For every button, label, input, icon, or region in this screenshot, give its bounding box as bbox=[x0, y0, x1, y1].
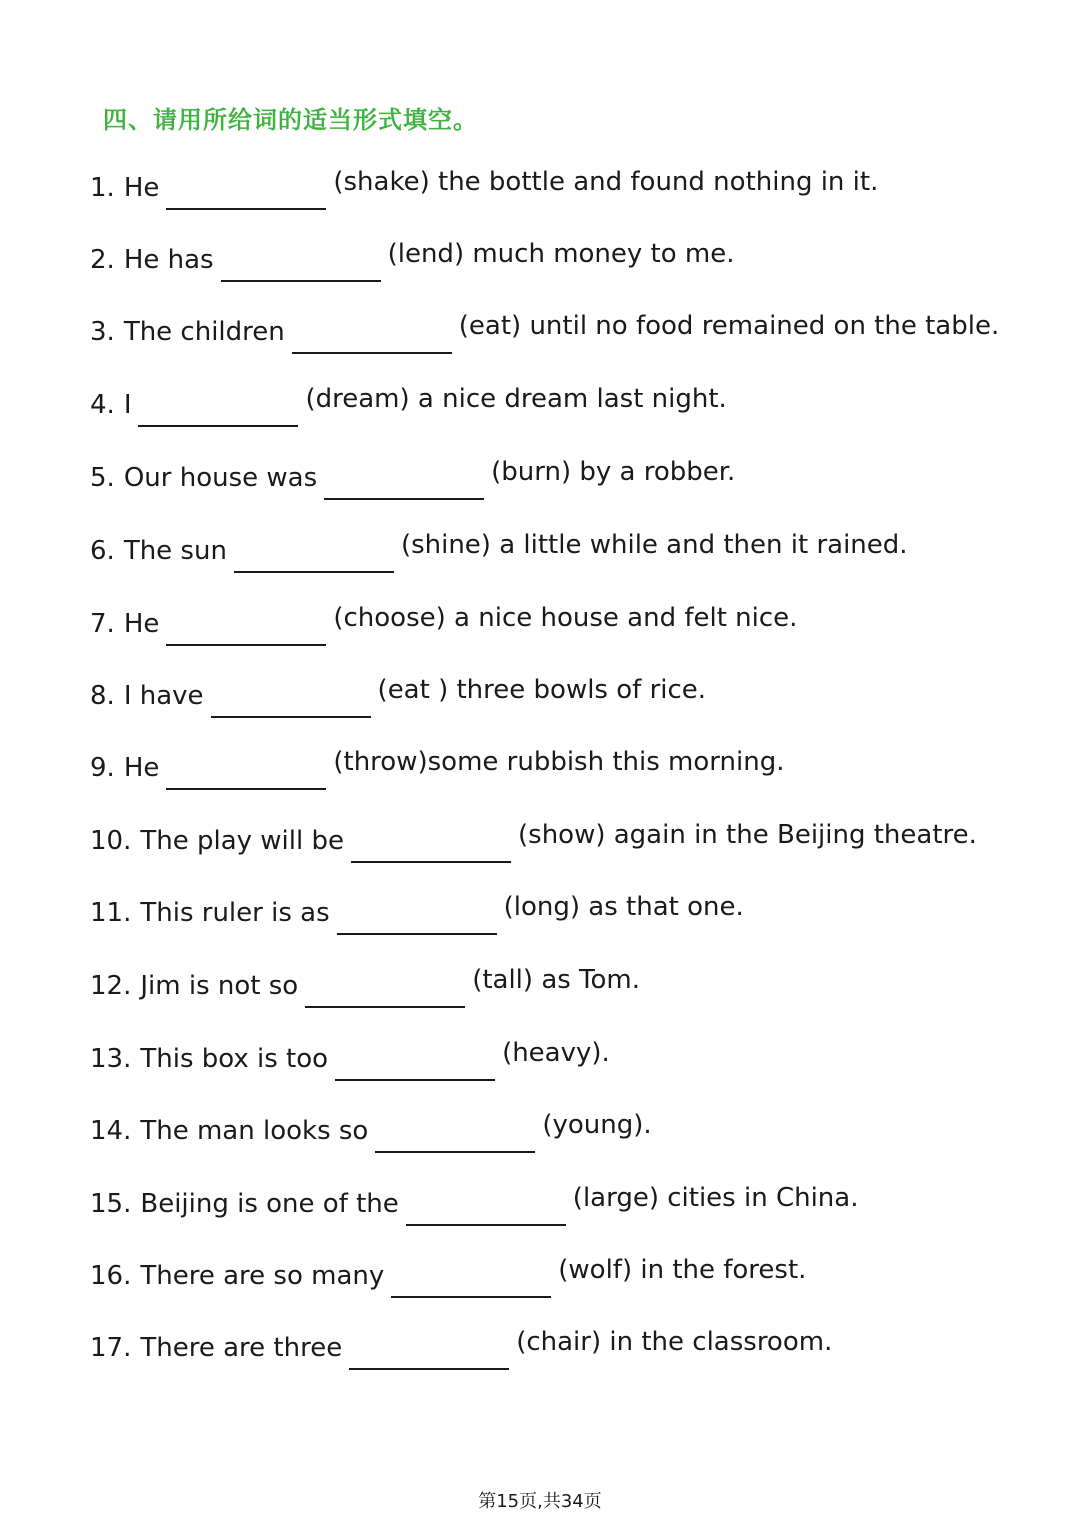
question-text: He bbox=[123, 173, 160, 203]
answer-blank-13[interactable] bbox=[335, 1077, 495, 1081]
question-hint: (lend) much money to me. bbox=[387, 239, 735, 269]
question-text: He bbox=[123, 609, 160, 639]
question-hint: (shake) the bottle and found nothing in it. bbox=[333, 167, 879, 197]
question-number: 3. bbox=[90, 317, 115, 347]
question-hint: (large) cities in China. bbox=[572, 1183, 859, 1213]
question-hint: (burn) by a robber. bbox=[491, 457, 736, 487]
answer-blank-8[interactable] bbox=[211, 714, 371, 718]
question-5 bbox=[90, 458, 735, 498]
answer-blank-3[interactable] bbox=[292, 350, 452, 354]
question-hint: (show) again in the Beijing theatre. bbox=[518, 820, 977, 850]
answer-blank-15[interactable] bbox=[406, 1222, 566, 1226]
question-9 bbox=[90, 748, 784, 788]
answer-blank-11[interactable] bbox=[337, 931, 497, 935]
question-hint: (eat ) three bowls of rice. bbox=[377, 675, 707, 705]
answer-blank-2[interactable] bbox=[221, 278, 381, 282]
answer-blank-12[interactable] bbox=[305, 1004, 465, 1008]
question-2 bbox=[90, 240, 735, 280]
question-10 bbox=[90, 821, 977, 861]
question-number: 9. bbox=[90, 753, 115, 783]
answer-blank-6[interactable] bbox=[234, 569, 394, 573]
answer-blank-7[interactable] bbox=[166, 642, 326, 646]
question-14 bbox=[90, 1111, 652, 1151]
answer-blank-17[interactable] bbox=[349, 1366, 509, 1370]
question-hint: (tall) as Tom. bbox=[472, 965, 641, 995]
question-text: Beijing is one of the bbox=[140, 1189, 399, 1219]
question-7 bbox=[90, 604, 797, 644]
question-1 bbox=[90, 168, 878, 208]
answer-blank-10[interactable] bbox=[351, 859, 511, 863]
answer-blank-1[interactable] bbox=[166, 206, 326, 210]
answer-blank-4[interactable] bbox=[138, 423, 298, 427]
question-hint: (long) as that one. bbox=[503, 892, 744, 922]
question-text: He bbox=[123, 753, 160, 783]
question-text: The play will be bbox=[140, 826, 344, 856]
question-3 bbox=[90, 312, 999, 352]
question-text: This box is too bbox=[140, 1044, 329, 1074]
question-hint: (dream) a nice dream last night. bbox=[305, 384, 727, 414]
question-number: 17. bbox=[90, 1333, 132, 1363]
question-17 bbox=[90, 1328, 832, 1368]
question-text: There are three bbox=[140, 1333, 343, 1363]
question-number: 13. bbox=[90, 1044, 132, 1074]
section-title: 四、请用所给词的适当形式填空。 bbox=[103, 106, 478, 134]
question-text: Jim is not so bbox=[140, 971, 299, 1001]
question-text: There are so many bbox=[140, 1261, 385, 1291]
question-number: 14. bbox=[90, 1116, 132, 1146]
question-number: 10. bbox=[90, 826, 132, 856]
question-4 bbox=[90, 385, 727, 425]
question-number: 12. bbox=[90, 971, 132, 1001]
question-text: The man looks so bbox=[140, 1116, 369, 1146]
question-11 bbox=[90, 893, 744, 933]
question-hint: (eat) until no food remained on the table. bbox=[458, 311, 1000, 341]
question-number: 5. bbox=[90, 463, 115, 493]
question-number: 7. bbox=[90, 609, 115, 639]
question-16 bbox=[90, 1256, 806, 1296]
question-hint: (shine) a little while and then it rained. bbox=[400, 530, 908, 560]
answer-blank-14[interactable] bbox=[375, 1149, 535, 1153]
question-6 bbox=[90, 531, 908, 571]
question-text: The sun bbox=[123, 536, 227, 566]
question-number: 16. bbox=[90, 1261, 132, 1291]
question-hint: (young). bbox=[542, 1110, 652, 1140]
question-number: 4. bbox=[90, 390, 115, 420]
question-13 bbox=[90, 1039, 610, 1079]
answer-blank-9[interactable] bbox=[166, 786, 326, 790]
question-text: I have bbox=[123, 681, 204, 711]
question-12 bbox=[90, 966, 640, 1006]
question-number: 11. bbox=[90, 898, 132, 928]
question-hint: (chair) in the classroom. bbox=[516, 1327, 833, 1357]
question-number: 8. bbox=[90, 681, 115, 711]
question-text: This ruler is as bbox=[140, 898, 330, 928]
question-number: 2. bbox=[90, 245, 115, 275]
question-15 bbox=[90, 1184, 858, 1224]
question-text: Our house was bbox=[123, 463, 318, 493]
answer-blank-16[interactable] bbox=[391, 1294, 551, 1298]
question-8 bbox=[90, 676, 706, 716]
question-hint: (heavy). bbox=[502, 1038, 610, 1068]
question-hint: (choose) a nice house and felt nice. bbox=[333, 603, 798, 633]
answer-blank-5[interactable] bbox=[324, 496, 484, 500]
question-text: The children bbox=[123, 317, 285, 347]
question-text: I bbox=[123, 390, 132, 420]
question-hint: (wolf) in the forest. bbox=[558, 1255, 807, 1285]
question-number: 15. bbox=[90, 1189, 132, 1219]
question-number: 6. bbox=[90, 536, 115, 566]
page-number: 第15页,共34页 bbox=[478, 1491, 602, 1512]
question-text: He has bbox=[123, 245, 214, 275]
question-hint: (throw)some rubbish this morning. bbox=[333, 747, 785, 777]
question-number: 1. bbox=[90, 173, 115, 203]
